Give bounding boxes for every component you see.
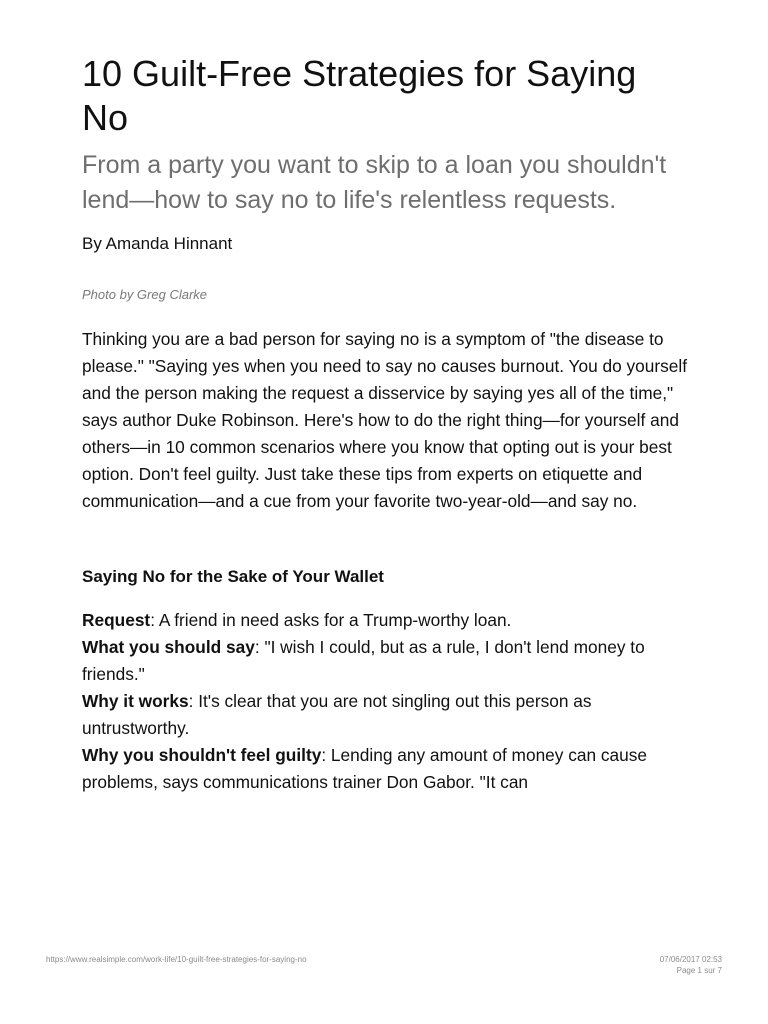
footer-datetime: 07/06/2017 02:53 (659, 955, 722, 964)
why-text: : It's clear that you are not singling out this person as untrustworthy. (82, 691, 592, 738)
article-subtitle: From a party you want to skip to a loan you shouldn't lend—how to say no to life's relentless requests. (82, 151, 667, 214)
request-label: Request (82, 610, 151, 630)
footer-page-number: Page 1 sur 7 (676, 966, 722, 975)
qa-block (82, 607, 692, 796)
guilt-label: Why you shouldn't feel guilty (82, 745, 322, 765)
footer-url: https://www.realsimple.com/work-life/10-guilt-free-strategies-for-saying-no (46, 955, 307, 964)
why-label: Why it works (82, 691, 189, 711)
request-text: : A friend in need asks for a Trump-worthy loan. (150, 610, 512, 630)
say-text: : "I wish I could, but as a rule, I don't lend money to friends." (82, 637, 645, 684)
photo-credit: Photo by Greg Clarke (82, 287, 208, 302)
article (82, 52, 692, 796)
say-label: What you should say (82, 637, 255, 657)
byline: By Amanda Hinnant (82, 234, 233, 253)
intro-paragraph: Thinking you are a bad person for saying no is a symptom of "the disease to please." "Saying yes when you need to say no causes burnout. You do yourself and the person making the request a disservice by saying yes all of the time," says author Duke Robinson. Here's how to do the right thing—for yourself and others—in 10 common scenarios where you know that opting out is your best option. Don't feel guilty. Just take these tips from experts on etiquette and communication—and a cue from your favorite two-year-old—and say no. (82, 329, 688, 511)
article-title: 10 Guilt-Free Strategies for Saying No (82, 53, 637, 138)
footer-info (660, 954, 722, 976)
guilt-text: : Lending any amount of money can cause problems, says communications trainer Don Gabor. "It can (82, 745, 648, 792)
section-heading: Saying No for the Sake of Your Wallet (82, 567, 384, 586)
